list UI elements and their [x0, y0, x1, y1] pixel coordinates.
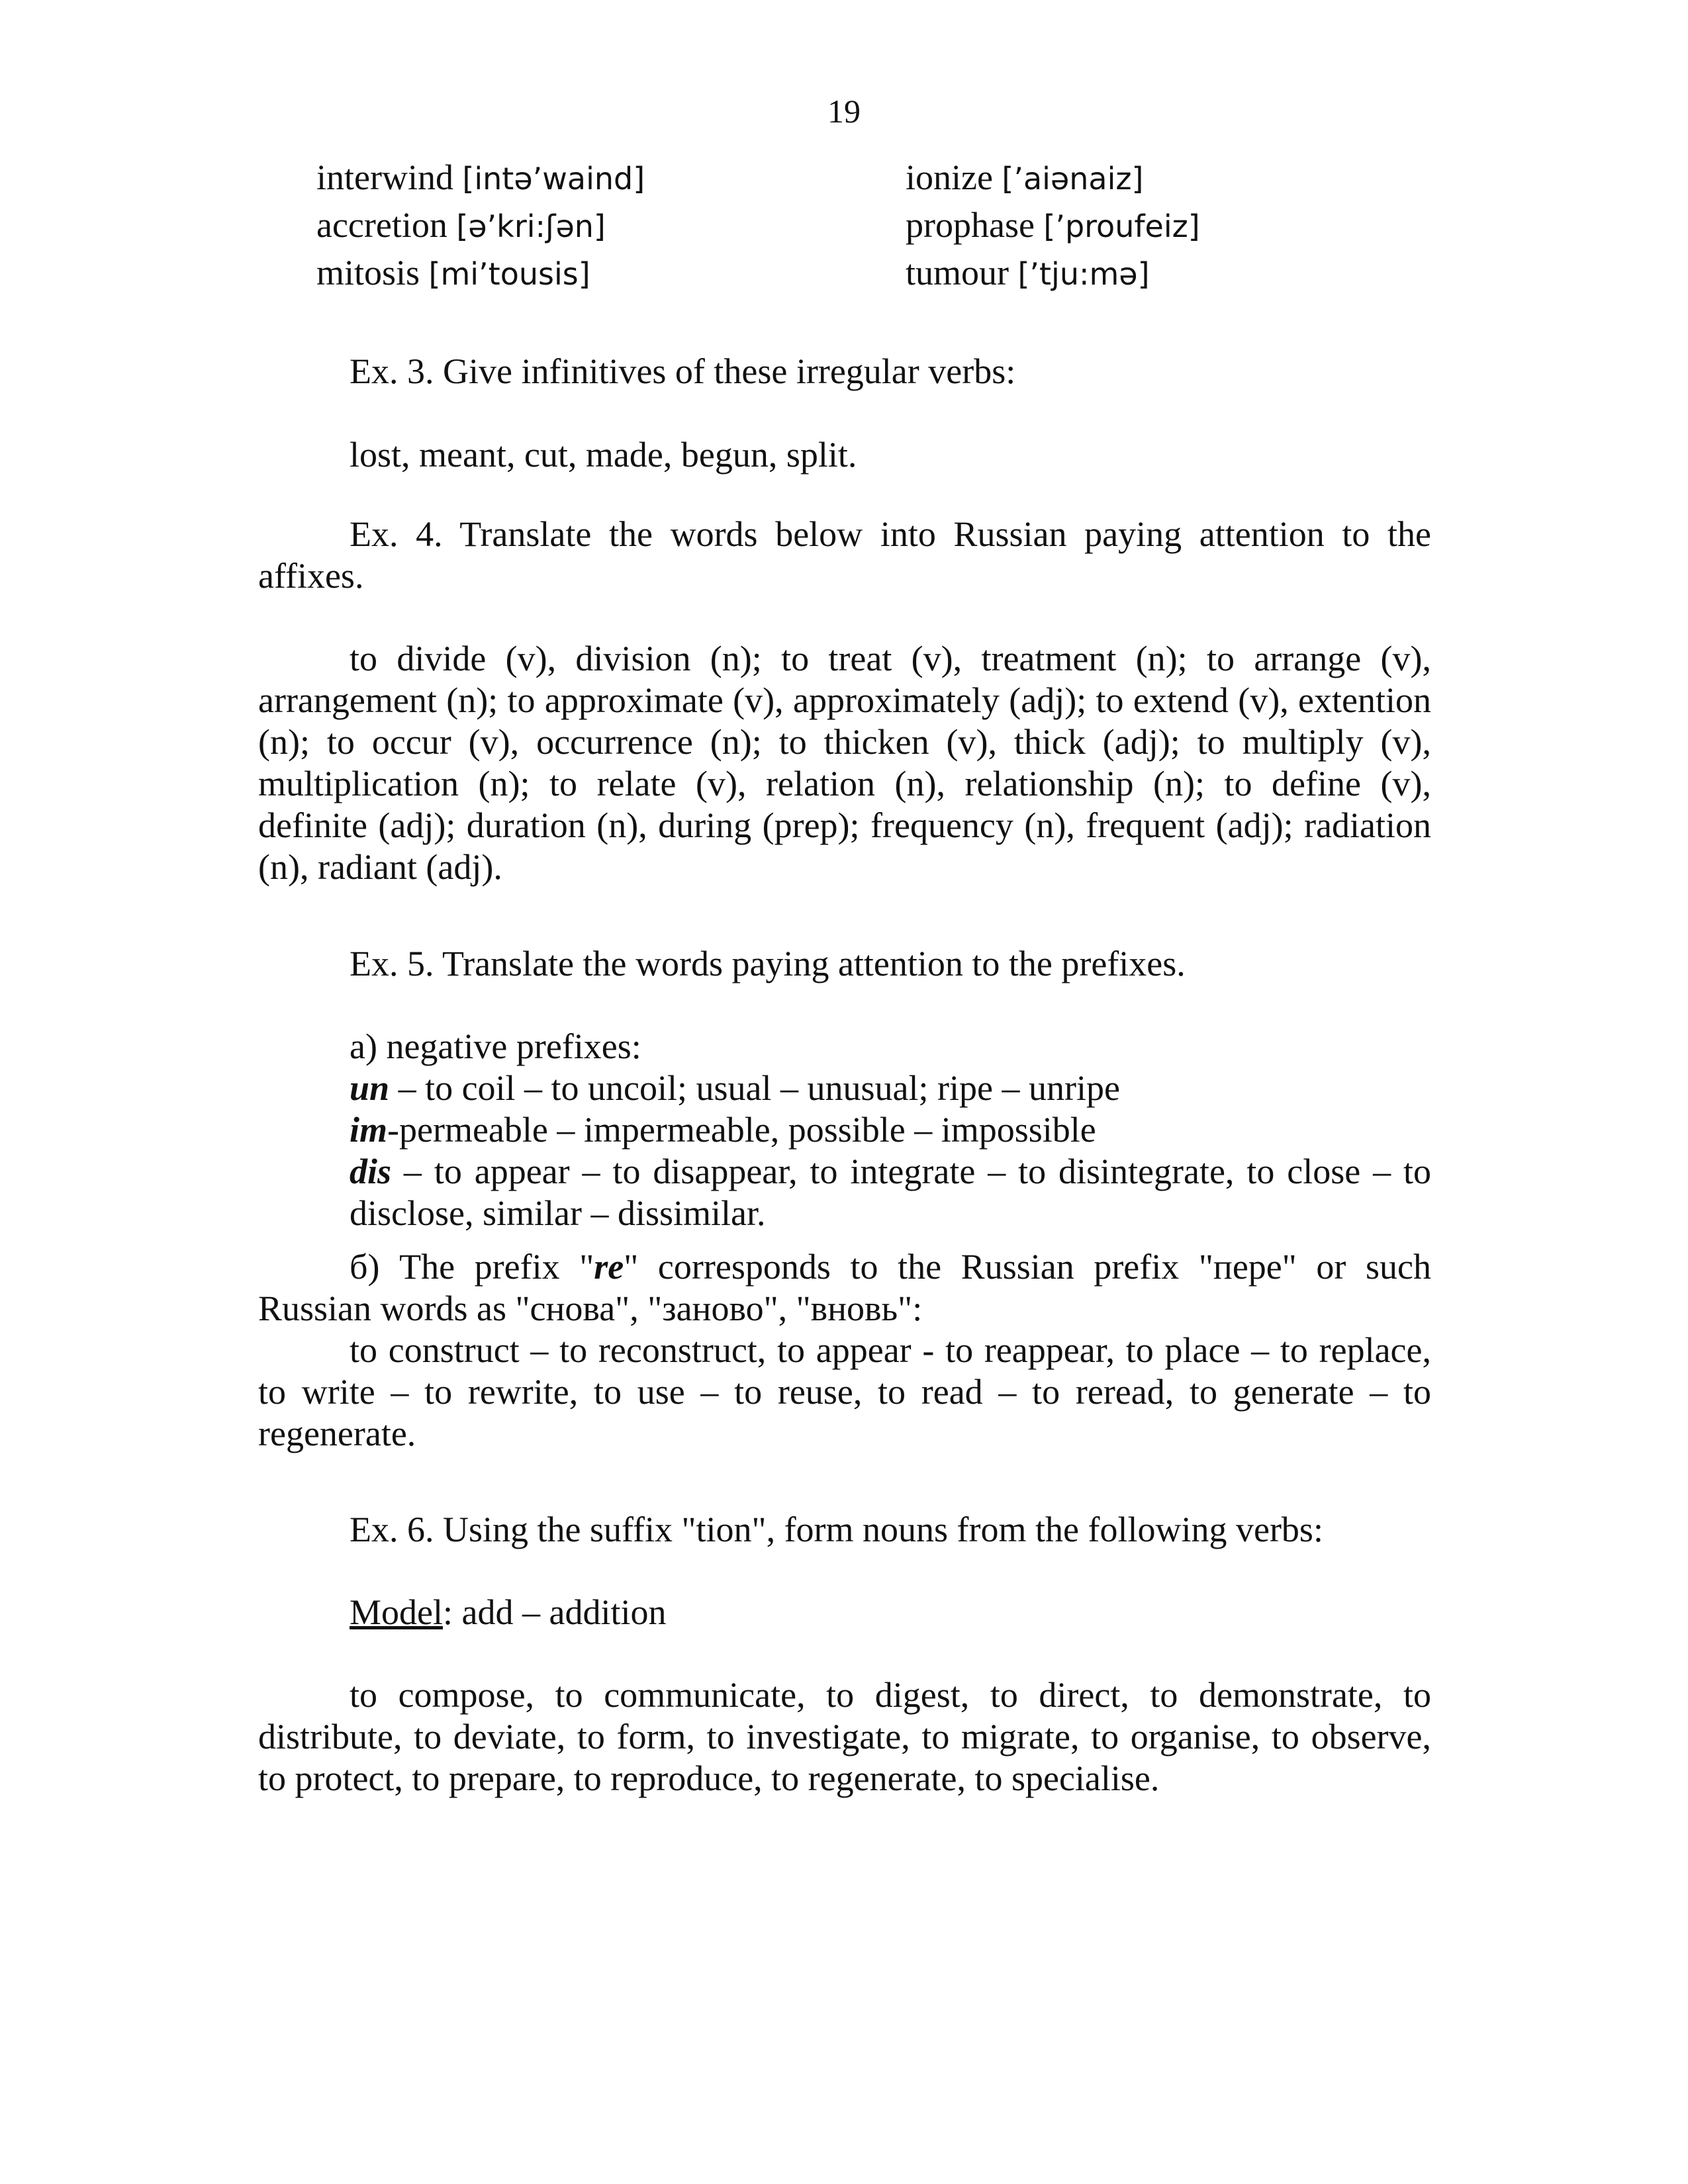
ex4-body: to divide (v), division (n); to treat (v), treatment (n); to arrange (v), arrangement (n); to approximate (v), approximately (adj); to extend (v), extention (n); to occur (v), occurrence (n); to thicken (v), thick (adj); to multiply (v), multiplication (n); to relate (v), relation (n), relationship (n); to define (v), definite (adj); duration (n), during (prep); frequency (n), frequent (adj); radiation (n), radiant (adj). [258, 639, 1431, 887]
vocab-entry: prophase [’proufeiz] [906, 205, 1200, 245]
ex5-negative-prefixes [350, 1026, 1431, 1234]
ex6-body: to compose, to communicate, to digest, to direct, to demonstrate, to distribute, to deviate, to form, to investigate, to migrate, to organise, to observe, to protect, to prepare, to reproduce, to regenerate, to specialise. [258, 1675, 1431, 1798]
ex3-body: lost, meant, cut, made, begun, split. [350, 435, 857, 475]
ex4-title: Ex. 4. Translate the words below into Russian paying attention to the affixes. [258, 514, 1431, 596]
model-label: Model [350, 1592, 443, 1632]
vocab-entry: accretion [ə’kri:ʃən] [316, 205, 606, 245]
ex5-re-intro: б) The prefix "re" corresponds to the Russian prefix "пере" or such Russian words as "снова", "заново", "вновь": [258, 1247, 1432, 1328]
vocabulary-list [316, 154, 1442, 296]
ex5-re-examples: to construct – to reconstruct, to appear - to reappear, to place – to replace, to write – to rewrite, to use – to reuse, to read – to reread, to generate – to regenerate. [258, 1330, 1431, 1453]
ex5-un-line: un – to coil – to uncoil; usual – unusual; ripe – unripe [350, 1068, 1120, 1108]
ex6-model: Model: add – addition [350, 1592, 667, 1632]
un-prefix: un [350, 1068, 390, 1108]
ex5-im-line: im-permeable – impermeable, possible – impossible [350, 1110, 1096, 1150]
ex5-title: Ex. 5. Translate the words paying attention to the prefixes. [350, 944, 1186, 983]
im-prefix: im [350, 1110, 388, 1150]
page-number: 19 [827, 93, 861, 130]
vocab-row [316, 249, 1442, 296]
vocab-entry: mitosis [mi’tousis] [316, 253, 590, 293]
vocab-row [316, 201, 1442, 249]
re-prefix: re [594, 1247, 624, 1287]
ex3-title: Ex. 3. Give infinitives of these irregular verbs: [350, 351, 1016, 391]
vocab-entry: interwind [intə’waind] [316, 158, 645, 197]
vocab-row [316, 154, 1442, 201]
ex5-dis-line: dis – to appear – to disappear, to integrate – to disintegrate, to close – to disclose, similar – dissimilar. [350, 1152, 1431, 1233]
vocab-entry: ionize [’aiənaiz] [906, 158, 1144, 197]
ex6-title: Ex. 6. Using the suffix "tion", form nouns from the following verbs: [350, 1510, 1323, 1549]
vocab-entry: tumour [’tju:mə] [906, 253, 1150, 293]
ex5-a-heading: a) negative prefixes: [350, 1026, 641, 1066]
dis-prefix: dis [350, 1152, 392, 1191]
